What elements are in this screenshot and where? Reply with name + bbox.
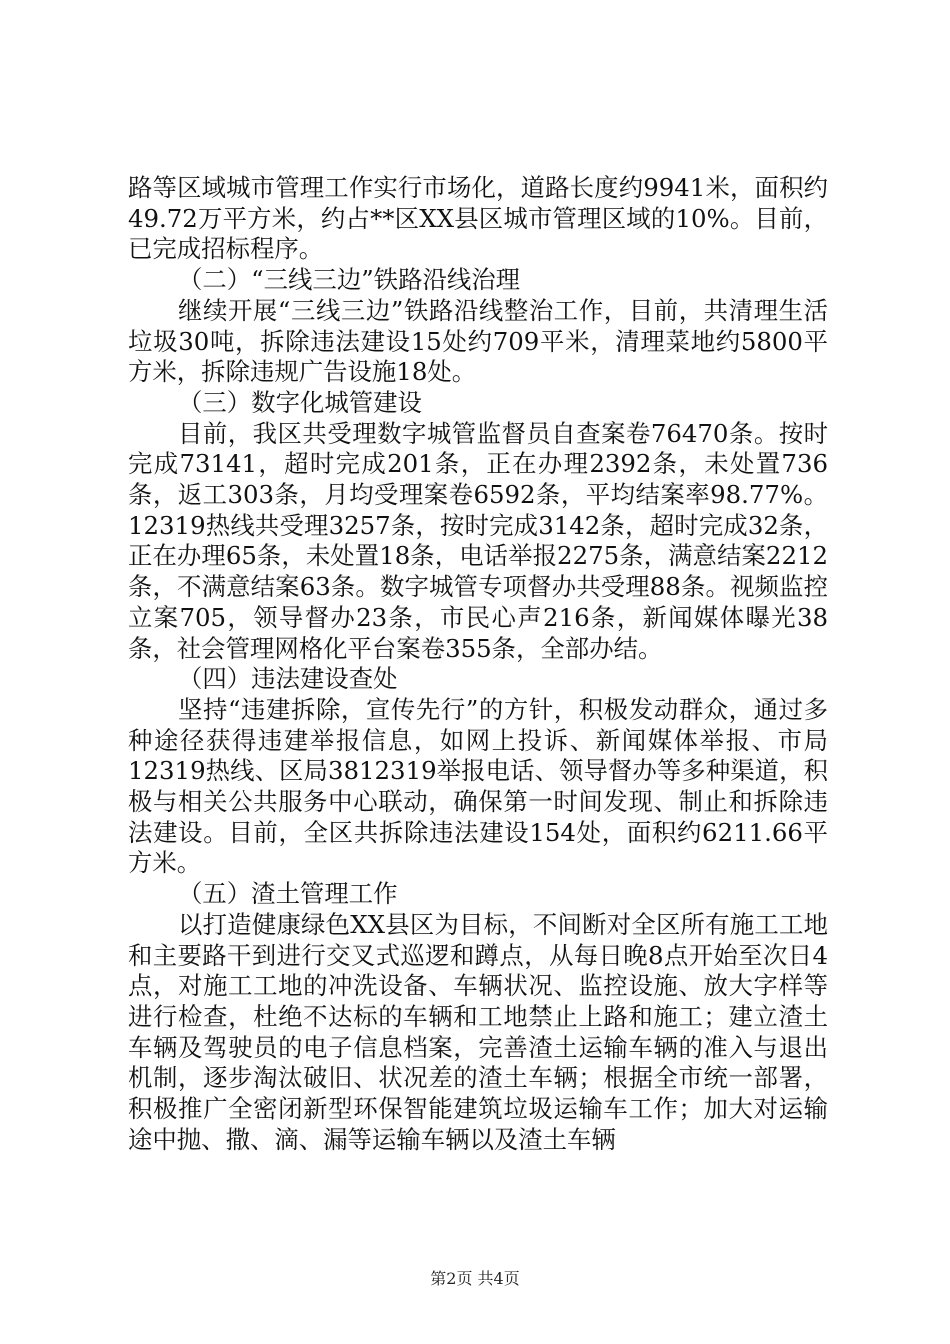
section-heading-5: （五）渣土管理工作 [178, 879, 398, 909]
paragraph-continuation: 路等区域城市管理工作实行市场化，道路长度约9941米，面积约49.72万平方米，约占**区XX县区城市管理区域的10%。目前，已完成招标程序。 [128, 173, 828, 264]
page-footer [0, 1269, 950, 1289]
section-heading-2: （二）“三线三边”铁路沿线治理 [178, 265, 521, 295]
paragraph-railway: 继续开展“三线三边”铁路沿线整治工作，目前，共清理生活垃圾30吨，拆除违法建设15处约709平米，清理菜地约5800平方米，拆除违规广告设施18处。 [128, 295, 828, 387]
section-heading-4: （四）违法建设查处 [178, 664, 398, 694]
paragraph-muck-management: 以打造健康绿色XX县区为目标，不间断对全区所有施工工地和主要路干到进行交叉式巡逻和蹲点，从每日晚8点开始至次日4点，对施工工地的冲洗设备、车辆状况、监控设施、放大字样等进行检查，杜绝不达标的车辆和工地禁止上路和施工；建立渣土车辆及驾驶员的电子信息档案，完善渣土运输车辆的准入与退出机制，逐步淘汰破旧、状况差的渣土车辆；根据全市统一部署，积极推广全密闭新型环保智能建筑垃圾运输车工作；加大对运输途中抛、撒、滴、漏等运输车辆以及渣土车辆 [128, 909, 828, 1154]
paragraph-digital-management: 目前，我区共受理数字城管监督员自查案卷76470条。按时完成73141，超时完成201条，正在办理2392条，未处置736条，返工303条，月均受理案卷6592条，平均结案率98.77%。12319热线共受理3257条，按时完成3142条，超时完成32条，正在办理65条，未处置18条，电话举报2275条，满意结案2212条，不满意结案63条。数字城管专项督办共受理88条。视频监控立案705，领导督办23条，市民心声216条，新闻媒体曝光38条，社会管理网格化平台案卷355条，全部办结。 [128, 418, 828, 663]
paragraph-illegal-construction: 坚持“违建拆除，宣传先行”的方针，积极发动群众，通过多种途径获得违建举报信息，如网上投诉、新闻媒体举报、市局12319热线、区局3812319举报电话、领导督办等多种渠道，积极与相关公共服务中心联动，确保第一时间发现、制止和拆除违法建设。目前，全区共拆除违法建设154处，面积约6211.66平方米。 [128, 694, 828, 878]
document-body [128, 173, 828, 1156]
section-heading-3: （三）数字化城管建设 [178, 387, 422, 417]
page-number: 第2页 共4页 [430, 1269, 520, 1288]
